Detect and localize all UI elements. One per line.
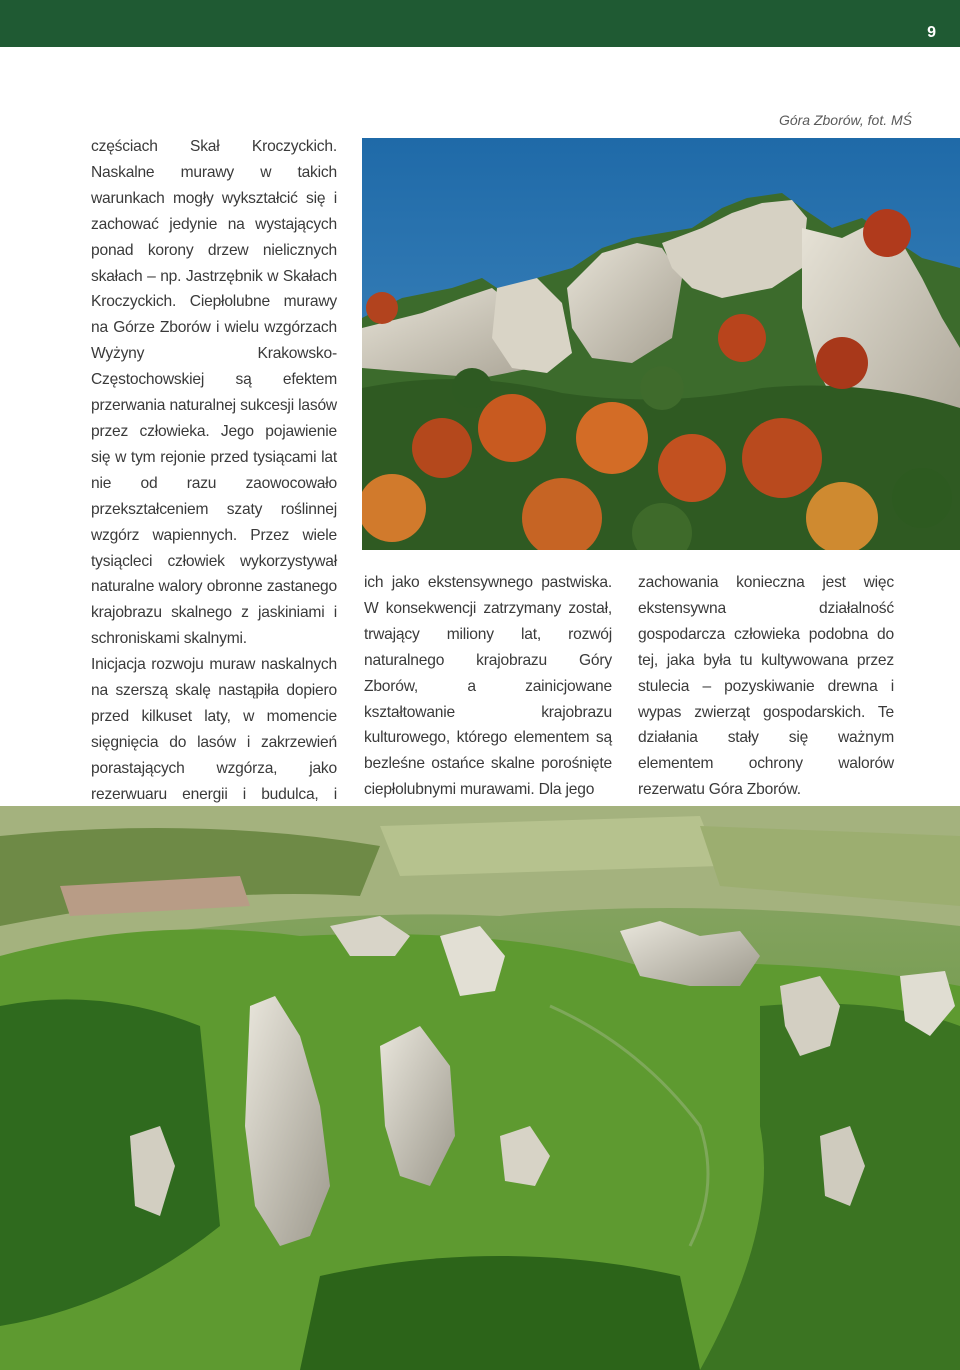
page-number: 9 — [927, 24, 936, 41]
text-column-1 — [91, 134, 337, 833]
photo-caption: Góra Zborów, fot. MŚ — [778, 112, 912, 128]
aerial-landscape-photo — [0, 806, 960, 1370]
paragraph-2: Inicjacja rozwoju muraw naskalnych na szerszą skalę nastąpiła dopiero przed kilkuset laty, w momencie sięgnięcia do lasów i zakrzewień porastających wzgórza, jako rezerwuaru energii i budulca, i — [91, 656, 337, 803]
rock-formation-photo — [362, 138, 960, 550]
text-column-2: ich jako ekstensywnego pastwiska. W konsekwencji zatrzymany został, trwający miliony lat, rozwój naturalnego krajobrazu Góry Zborów, a zainicjowane kształtowanie krajobrazu kulturowego, którego elementem są bezleśne ostańce skalne porośnięte ciepłolubnymi murawami. Dla jego — [364, 574, 612, 799]
header-bar — [0, 0, 960, 47]
text-column-3: zachowania konieczna jest więc ekstensywna działalność gospodarcza człowieka podobna do tej, jaka była tu kultywowana przez stulecia – pozyskiwanie drewna i wypas zwierząt gospodarskich. Te działania stały się ważnym elementem ochrony walorów rezerwatu Góra Zborów. — [638, 574, 894, 799]
paragraph-1: częściach Skał Kroczyckich. Naskalne murawy w takich warunkach mogły wykształcić się i zachować jedynie na wystających ponad korony drzew nielicznych skałach – np. Jastrzębnik w Skałach Kroczyckich. Ciepłolubne murawy na Górze Zborów i wielu wzgórzach Wyżyny Krakowsko-Częstochowskiej są efektem przerwania naturalnej sukcesji lasów przez człowieka. Jego pojawienie się w tym rejonie przed tysiącami lat nie od razu zaowocowało przekształceniem szaty roślinnej wzgórz wapiennych. Przez wiele tysiącleci człowiek wykorzystywał naturalne walory obronne zastanego krajobrazu skalnego z jaskiniami i schroniskami skalnymi. — [91, 138, 337, 648]
